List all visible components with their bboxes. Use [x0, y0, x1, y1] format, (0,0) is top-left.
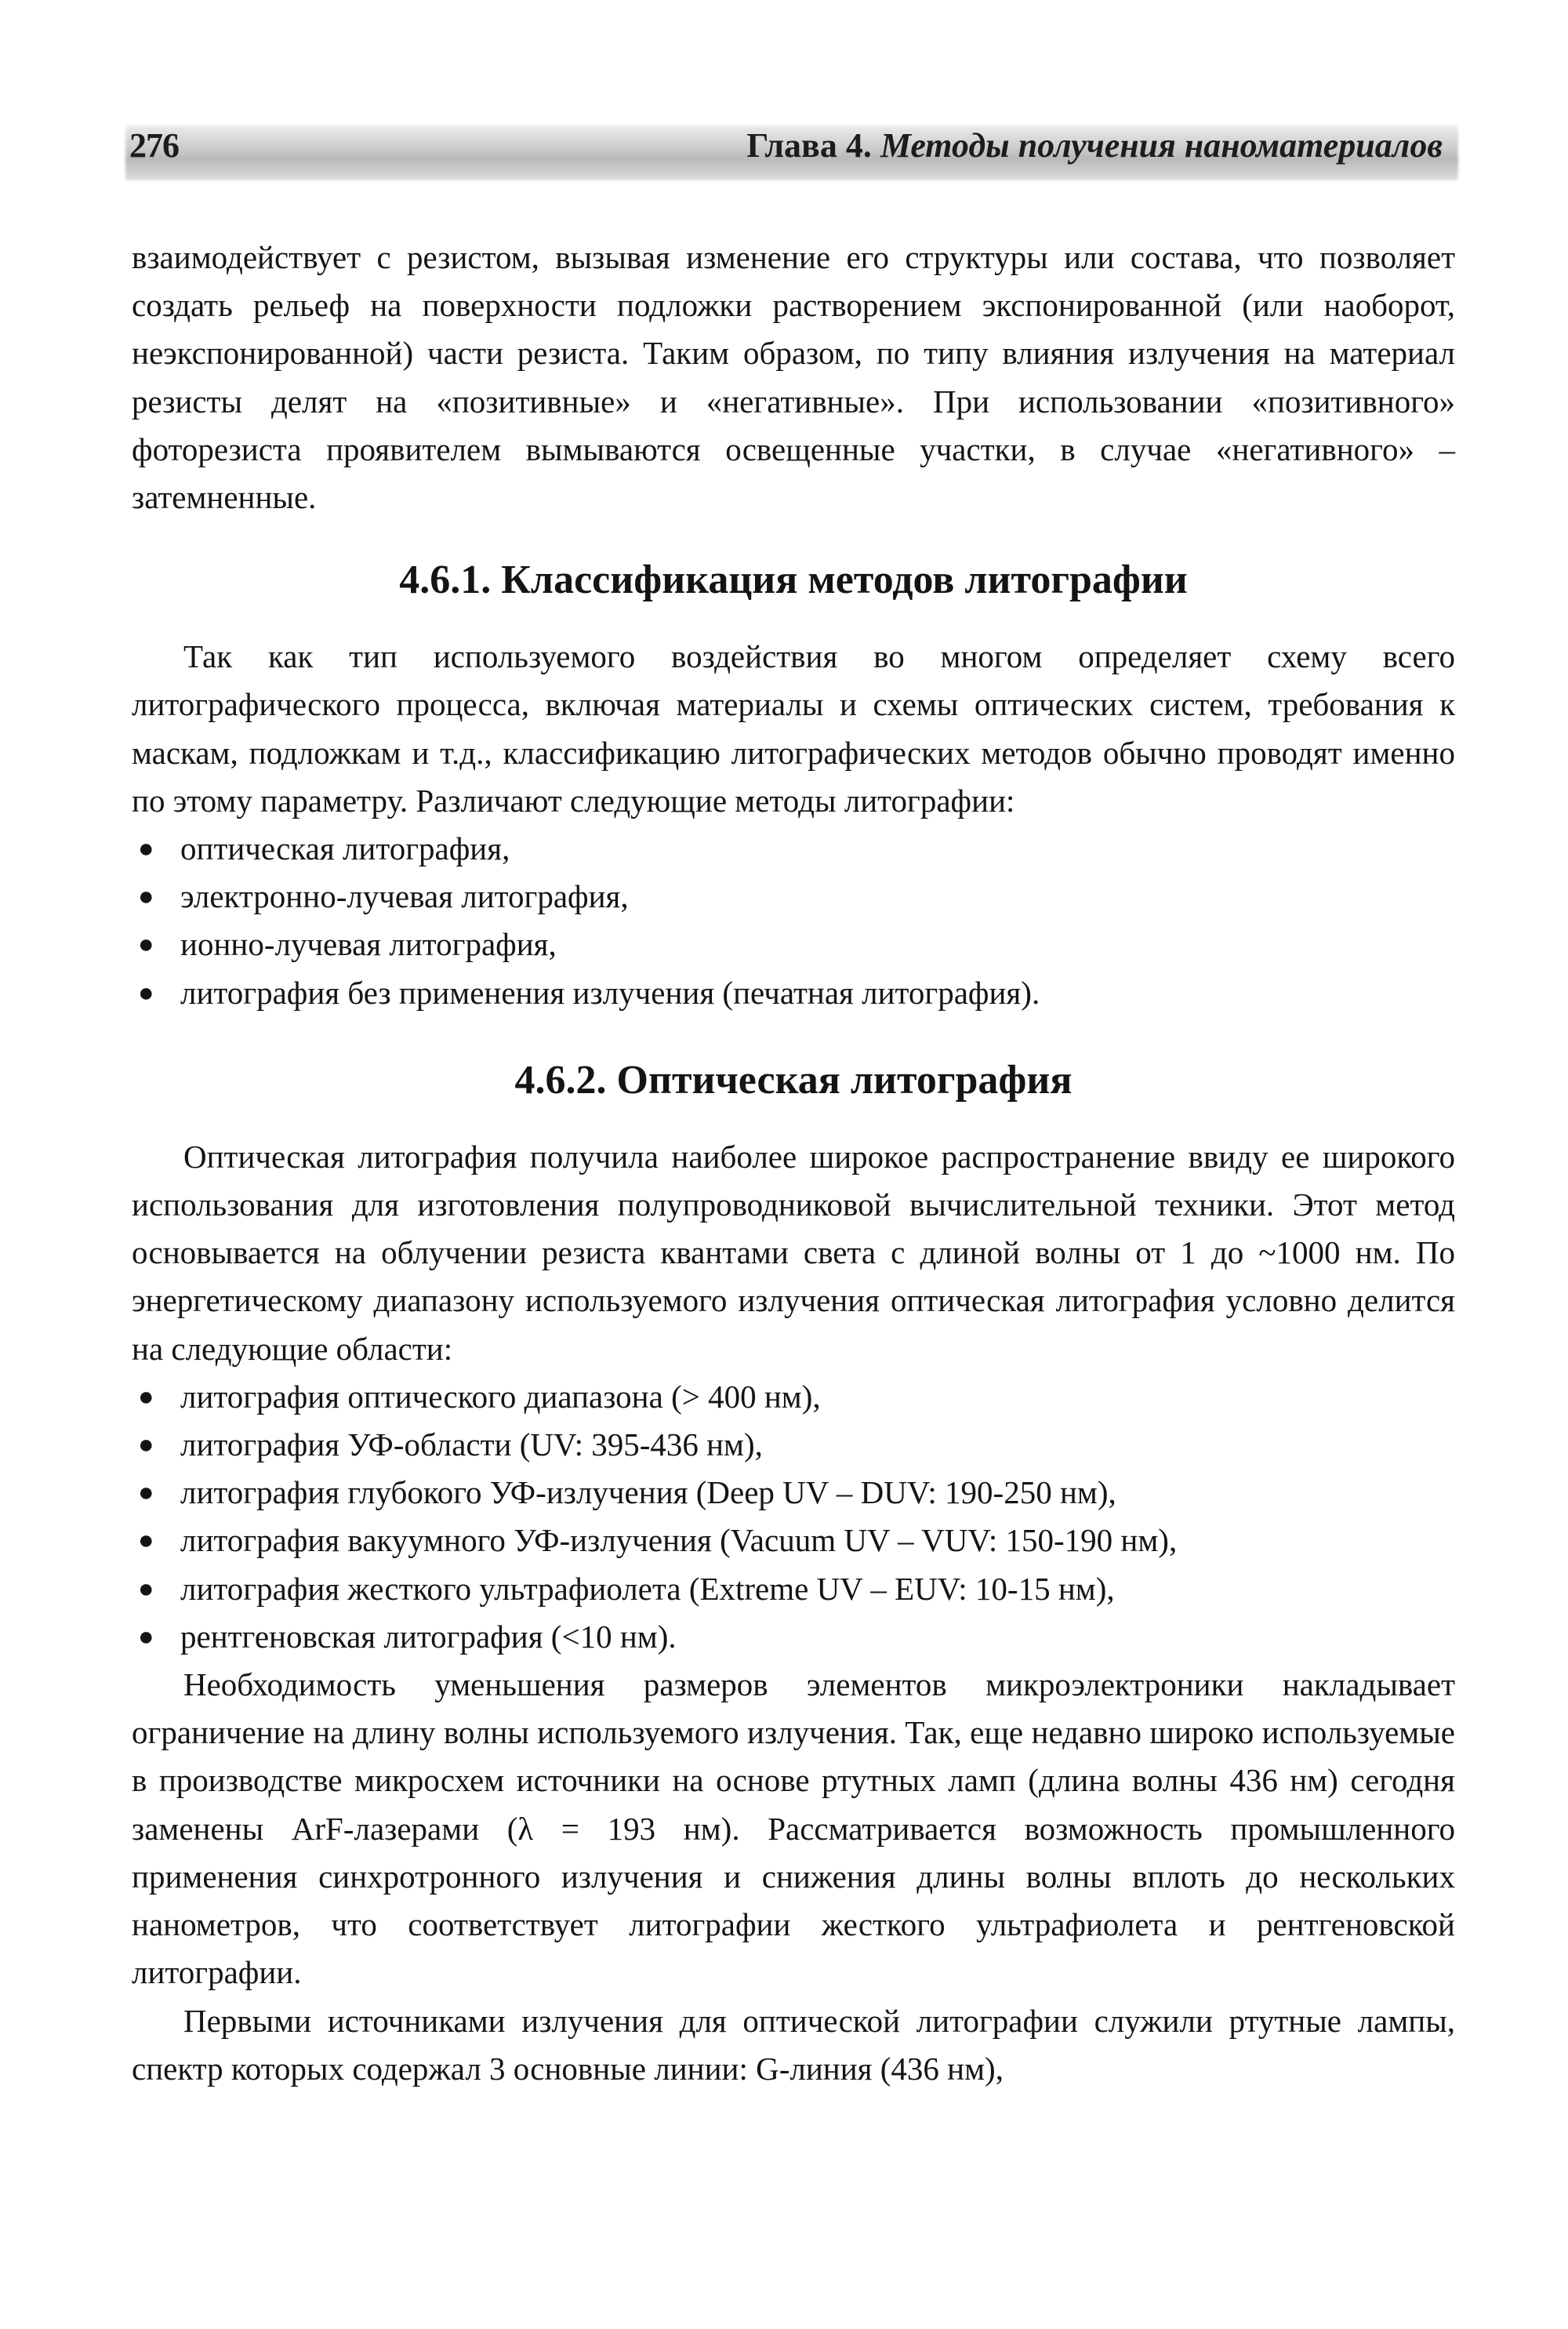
bullet-icon: ● [138, 834, 154, 864]
running-header [746, 125, 1443, 165]
bullet-icon: ● [138, 882, 154, 912]
list-item: ● литография оптического диапазона (> 400 нм), [132, 1373, 1455, 1421]
list-item: ● электронно-лучевая литография, [132, 873, 1455, 921]
page-body [132, 234, 1455, 2093]
chapter-title: Методы получения наноматериалов [880, 126, 1443, 165]
bullet-icon: ● [138, 1526, 154, 1556]
bullet-icon: ● [138, 1574, 154, 1604]
lithography-methods-list [132, 825, 1455, 1017]
list-item: ● литография без применения излучения (печатная литография). [132, 969, 1455, 1017]
classification-paragraph: Так как тип используемого воздействия во многом определяет схему всего литографического процесса, включая материалы и схемы оптических систем, требования к маскам, подложкам и т.д., классификацию литографических методов обычно проводят именно по этому параметру. Различают следующие методы литографии: [132, 638, 1455, 819]
bullet-icon: ● [138, 1382, 154, 1412]
optical-lithography-paragraph: Оптическая литография получила наиболее широкое распространение ввиду ее широкого использования для изготовления полупроводниковой вычислительной техники. Этот метод основывается на облучении резиста квантами света с длиной волны от 1 до ~1000 нм. По энергетическому диапазону используемого излучения оптическая литография условно делится на следующие области: [132, 1138, 1455, 1367]
list-item: ● рентгеновская литография (<10 нм). [132, 1613, 1455, 1661]
optical-ranges-list [132, 1373, 1455, 1661]
bullet-icon: ● [138, 1430, 154, 1460]
list-item: ● литография УФ-области (UV: 395-436 нм), [132, 1421, 1455, 1469]
intro-paragraph: взаимодействует с резистом, вызывая изменение его структуры или состава, что позволяет создать рельеф на поверхности подложки растворением экспонированной (или наоборот, неэкспонированной) части резиста. Таким образом, по типу влияния излучения на материал резисты делят на «позитивные» и «негативные». При использовании «позитивного» фоторезиста проявителем вымываются освещенные участки, в случае «негативного» – затемненные. [132, 239, 1455, 516]
chapter-prefix: Глава 4. [746, 126, 872, 165]
list-item: ● литография глубокого УФ-излучения (Deep UV – DUV: 190-250 нм), [132, 1469, 1455, 1517]
mercury-lamps-paragraph: Первыми источниками излучения для оптической литографии служили ртутные лампы, спектр которых содержал 3 основные линии: G-линия (436 нм), [132, 2002, 1455, 2087]
bullet-icon: ● [138, 1478, 154, 1508]
list-item: ● литография жесткого ультрафиолета (Extreme UV – EUV: 10-15 нм), [132, 1565, 1455, 1613]
bullet-icon: ● [138, 978, 154, 1008]
bullet-icon: ● [138, 1622, 154, 1651]
list-item: ● оптическая литография, [132, 825, 1455, 873]
wavelength-paragraph: Необходимость уменьшения размеров элементов микроэлектроники накладывает ограничение на длину волны используемого излучения. Так, еще недавно широко используемые в производстве микросхем источники на основе ртутных ламп (длина волны 436 нм) сегодня заменены ArF-лазерами (λ = 193 нм). Рассматривается возможность промышленного применения синхротронного излучения и снижения длины волны вплоть до нескольких нанометров, что соответствует литографии жесткого ультрафиолета и рентгеновской литографии. [132, 1666, 1455, 1991]
section-heading-4-6-2: 4.6.2. Оптическая литография [514, 1057, 1073, 1103]
section-heading-4-6-1: 4.6.1. Классификация методов литографии [399, 558, 1188, 603]
bullet-icon: ● [138, 930, 154, 960]
list-item: ● ионно-лучевая литография, [132, 921, 1455, 968]
page-number: 276 [129, 126, 179, 165]
list-item: ● литография вакуумного УФ-излучения (Vacuum UV – VUV: 150-190 нм), [132, 1517, 1455, 1564]
